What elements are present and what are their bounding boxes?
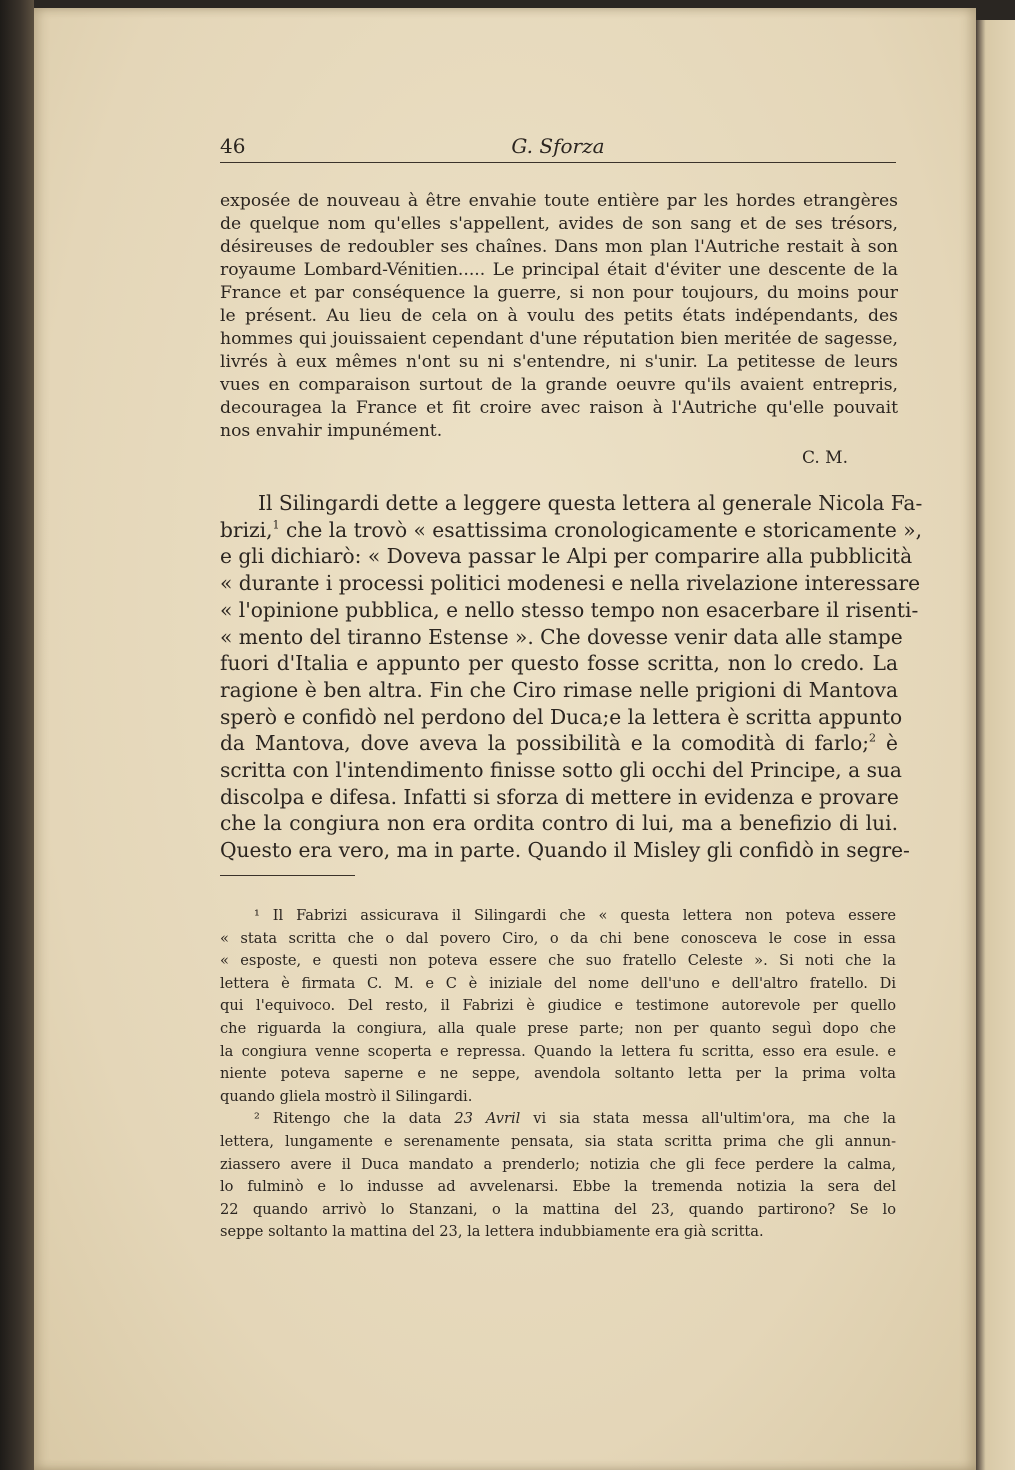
page-header [220,134,896,158]
footnote-line: seppe soltanto la mattina del 23, la lettera indubbiamente era già scritta. [220,1223,764,1241]
body-line: discolpa e difesa. Infatti si sforza di mettere in evidenza e provare [220,784,899,809]
body-line: e gli dichiarò: « Doveva passar le Alpi per comparire alla pubblicità [220,544,913,569]
letter-line: livrés à eux mêmes n'ont su ni s'entendre, ni s'unir. La petitesse de leurs [220,352,898,372]
footnote-line: che riguarda la congiura, alla quale prese parte; non per quanto seguì dopo che [220,1020,896,1037]
book-binding [0,0,34,1470]
footnote-ref-2: 2 [869,731,877,745]
footnote-line: quando gliela mostrò il Silingardi. [220,1087,473,1105]
letter-signature: C. M. [801,448,848,468]
footnote-line: lo fulminò e lo indusse ad avvelenarsi. Ebbe la tremenda notizia la sera del [220,1178,896,1196]
body-line: Il Silingardi dette a leggere questa lettera al generale Nicola Fa- [258,491,923,515]
body-line: scritta con l'intendimento finisse sotto gli occhi del Principe, a sua [220,758,902,782]
letter-line: France et par conséquence la guerre, si non pour toujours, du moins pour [220,283,898,303]
letter-line: decouragea la France et fit croire avec raison à l'Autriche qu'elle pouvait [220,398,898,418]
letter-line: désireuses de redoubler ses chaînes. Dans mon plan l'Autriche restait à son [220,237,898,257]
letter-line: hommes qui jouissaient cependant d'une réputation bien meritée de sagesse, [220,329,898,349]
footnote-line: niente poteva saperne e ne seppe, avendola soltanto letta per la prima volta [220,1065,896,1083]
page-number: 46 [220,134,246,158]
body-line: fuori d'Italia e appunto per questo fosse scritta, non lo credo. La [220,651,898,676]
body-line: brizi,$^1$ che la trovò « esattissima cronologicamente e storicamente », [220,517,923,542]
footnote-line: la congiura venne scoperta e repressa. Quando la lettera fu scritta, esso era esule. e [220,1042,896,1060]
adjacent-page-edge [976,20,1015,1470]
letter-line: nos envahir impunément. [220,421,443,441]
letter-line: exposée de nouveau à être envahie toute entière par les hordes etrangères [220,191,898,211]
body-line: « durante i processi politici modenesi e nella rivelazione interessare [220,571,921,596]
footnote-line: « stata scritta che o dal povero Ciro, o da chi bene conosceva le cose in essa [220,929,896,947]
footnote-ref-1: 1 [272,518,280,532]
footnote-line: lettera è firmata C. M. e C è iniziale del nome dell'uno e dell'altro fratello. Di [220,974,896,992]
body-line: da Mantova, dove aveva la possibilità e la comodità di farlo;$^2$ è [220,731,898,756]
body-line: « l'opinione pubblica, e nello stesso tempo non esacerbare il risenti- [220,597,919,622]
running-title: G. Sforza [511,134,605,158]
footnote-line: lettera, lungamente e serenamente pensata, sia stata scritta prima che gli annun- [220,1133,896,1150]
letter-line: vues en comparaison surtout de la grande oeuvre qu'ils avaient entrepris, [220,375,898,395]
footnote-line: ziassero avere il Duca mandato a prenderlo; notizia che gli fece perdere la calma, [220,1155,896,1173]
body-line: che la congiura non era ordita contro di lui, ma a benefizio di lui. [220,811,898,836]
body-line: « mento del tiranno Estense ». Che dovesse venir data alle stampe [220,624,903,649]
body-line: ragione è ben altra. Fin che Ciro rimase nelle prigioni di Mantova [220,677,898,702]
footnote-line: qui l'equivoco. Del resto, il Fabrizi è giudice e testimone autorevole per quello [220,997,896,1015]
body-line: sperò e confidò nel perdono del Duca;e la lettera è scritta appunto [220,704,903,729]
letter-line: royaume Lombard-Vénitien..... Le principal était d'éviter une descente de la [220,260,898,280]
footnote-line: 22 quando arrivò lo Stanzani, o la mattina del 23, quando partirono? Se lo [220,1200,896,1218]
footnote-rule [220,875,355,876]
letter-line: de quelque nom qu'elles s'appellent, avides de son sang et de ses trésors, [220,214,898,234]
footnote-line: ² Ritengo che la data 23 Avril vi sia stata messa all'ultim'ora, ma che la [254,1110,896,1128]
letter-line: le présent. Au lieu de cela on à voulu des petits états indépendants, des [220,306,898,326]
header-rule [220,162,896,163]
footnote-line: ¹ Il Fabrizi assicurava il Silingardi che « questa lettera non poteva essere [254,907,896,924]
body-line: Questo era vero, ma in parte. Quando il Misley gli confidò in segre- [220,838,910,863]
footnote-line: « esposte, e questi non poteva essere che suo fratello Celeste ». Si noti che la [220,952,896,970]
